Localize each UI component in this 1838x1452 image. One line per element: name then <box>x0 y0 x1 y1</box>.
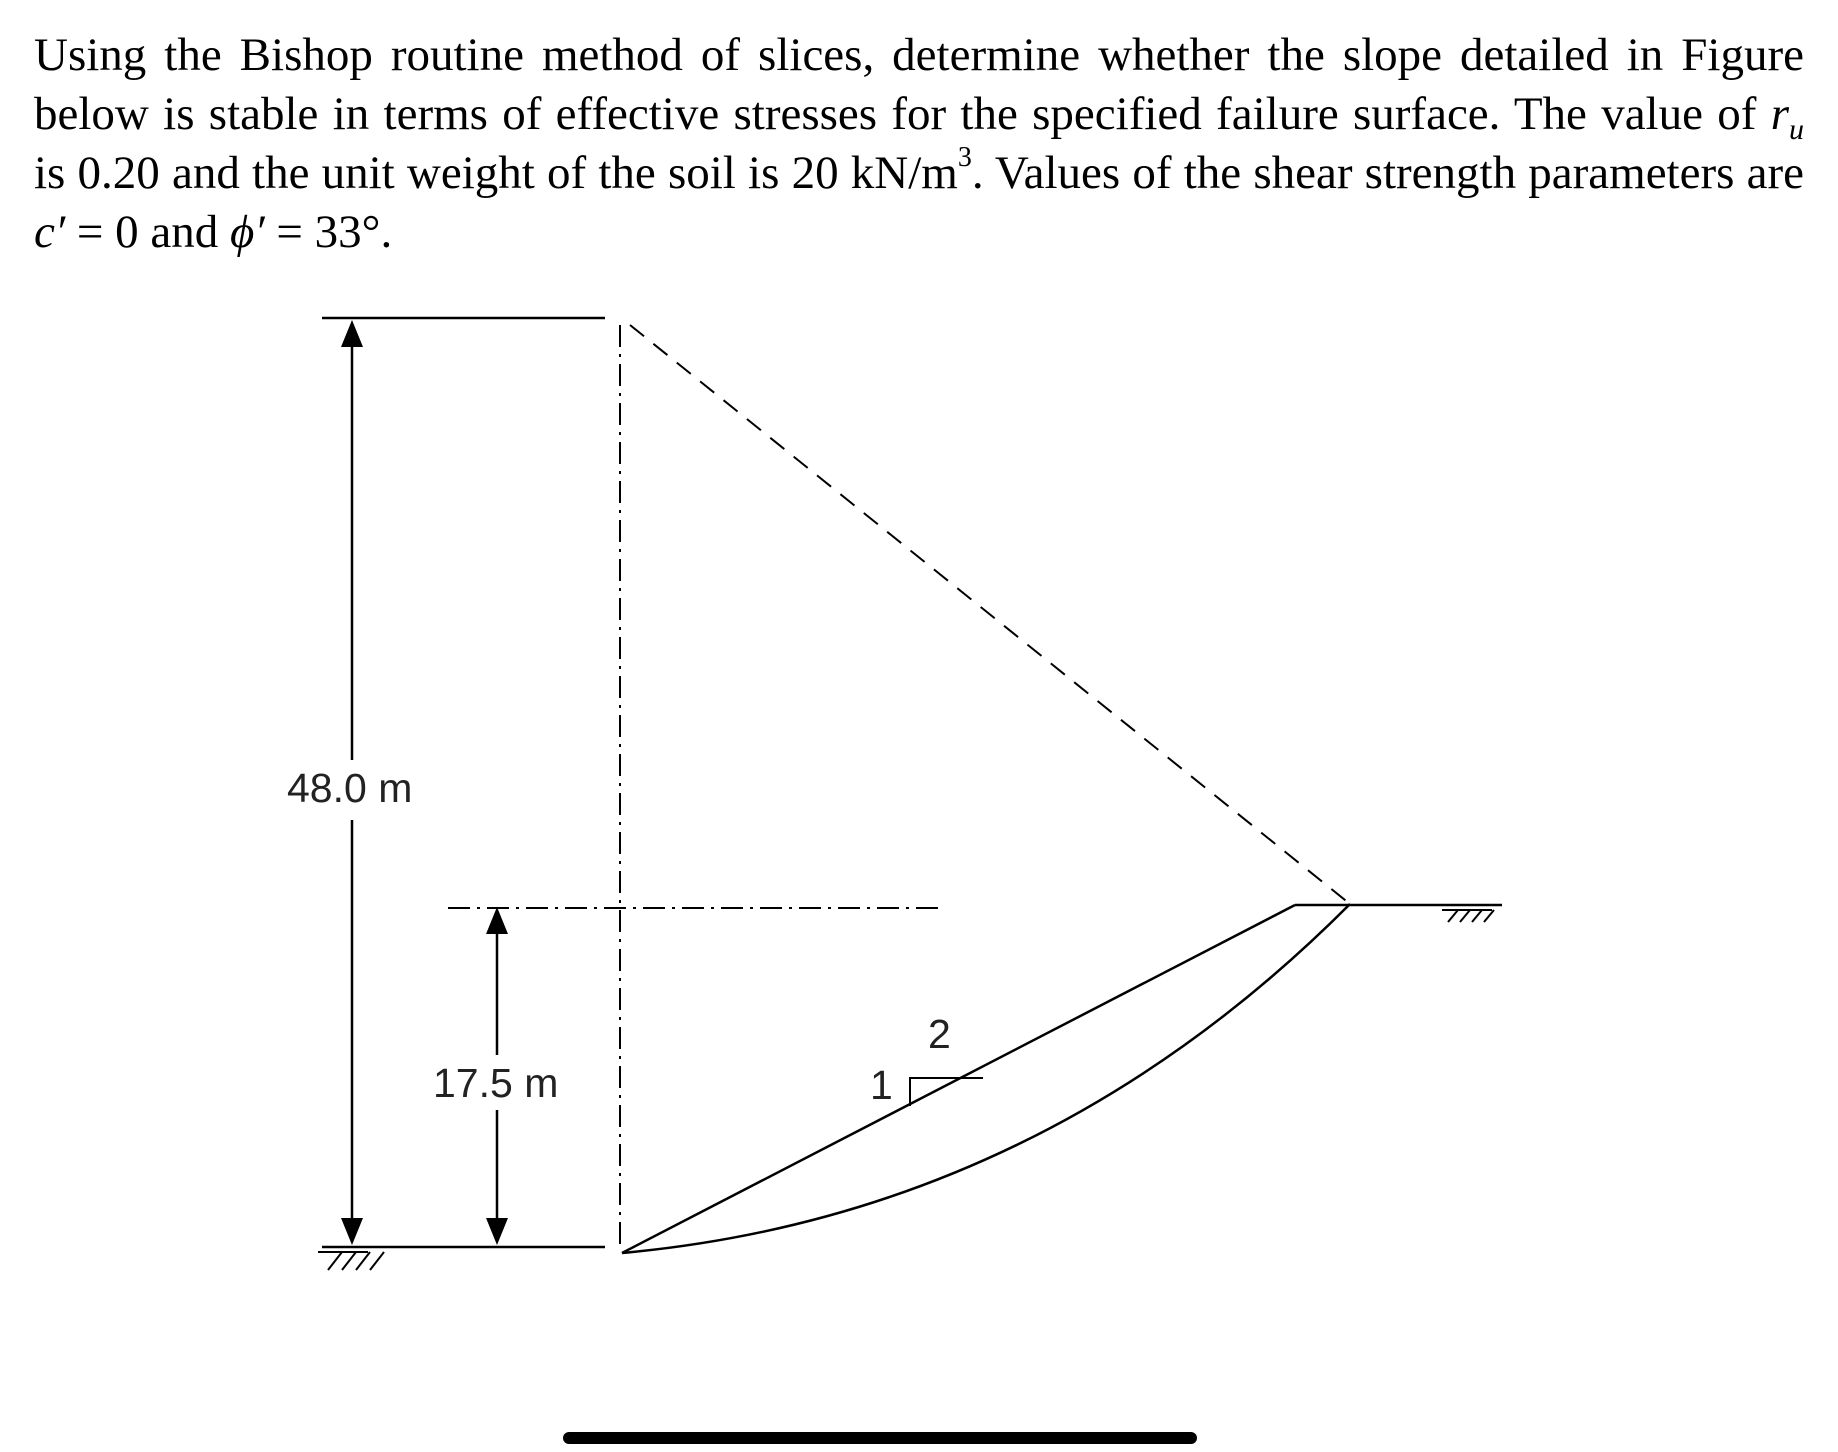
slope-ratio-horizontal-label: 2 <box>928 1011 951 1057</box>
slope-ratio-triangle <box>910 1078 983 1106</box>
cohesion-symbol: c′ <box>34 206 66 258</box>
question-part-3: . Values of the shear strength parameters are <box>971 147 1804 199</box>
question-part-4: = 0 and <box>65 206 231 258</box>
pore-pressure-ratio-subscript: u <box>1789 113 1804 146</box>
home-indicator-bar[interactable] <box>563 1432 1197 1444</box>
question-part-1: Using the Bishop routine method of slices, determine whether the slope detailed in Figure below is stable in terms of effective stresses for the specified failure surface. The value of <box>34 29 1804 140</box>
total-height-arrow-bottom <box>341 1218 363 1245</box>
failure-surface-arc <box>622 904 1350 1253</box>
center-height-arrow-top <box>486 907 508 934</box>
center-height-arrow-bottom <box>486 1218 508 1245</box>
crest-ground-hatch <box>1442 910 1494 922</box>
question-part-2: is 0.20 and the unit weight of the soil is 20 kN/m <box>34 147 958 199</box>
friction-angle-symbol: ϕ′ <box>230 206 265 258</box>
total-height-label: 48.0 m <box>287 765 413 811</box>
toe-ground-hatch <box>318 1252 384 1270</box>
center-height-label: 17.5 m <box>433 1060 559 1106</box>
slope-ratio-vertical-label: 1 <box>870 1062 893 1108</box>
total-height-arrow-top <box>341 320 363 347</box>
pore-pressure-ratio-symbol: r <box>1770 88 1789 140</box>
unit-exponent: 3 <box>957 142 972 173</box>
radius-line <box>630 325 1350 904</box>
question-part-5: = 33°. <box>264 206 393 258</box>
